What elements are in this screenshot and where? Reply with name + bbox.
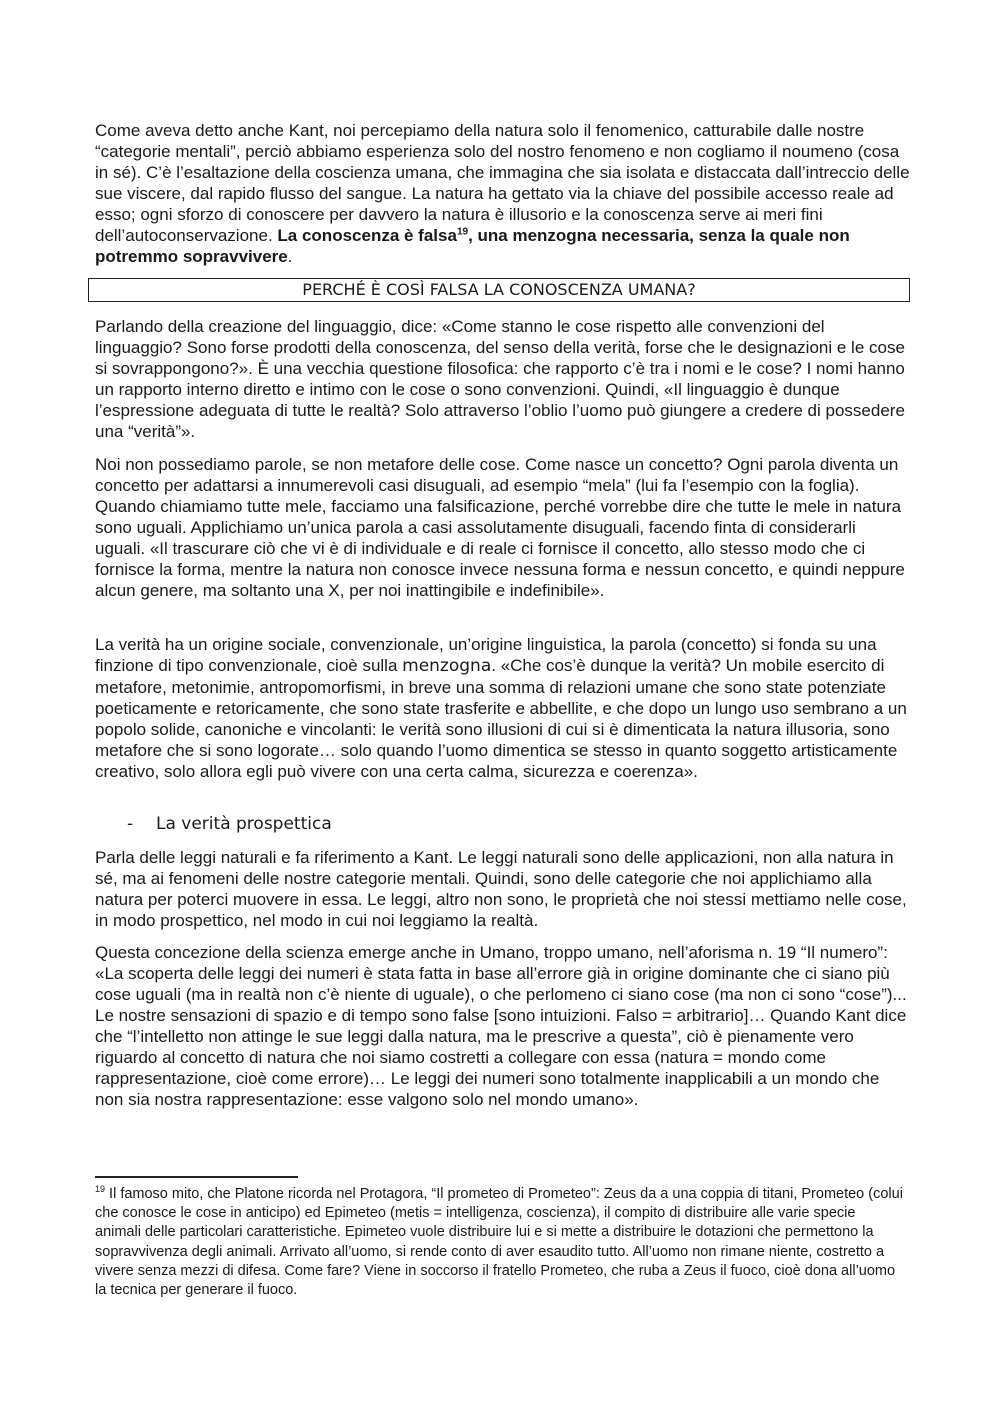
highlighted-word: menzogna <box>402 656 492 676</box>
footnote-19 <box>95 1185 905 1300</box>
footnote-number: 19 <box>95 1184 106 1195</box>
footnote-separator <box>95 1176 298 1178</box>
paragraph-umano-troppo-umano: Questa concezione della scienza emerge anche in Umano, troppo umano, nell’aforisma n. 19 “Il numero”: «La scoperta delle leggi dei numeri è stata fatta in base all’errore già in origine dominante che ci siano più cose uguali (ma in realtà non c’è niente di uguale), o che perlomeno ci siano cose (ma non ci sono “cose”)... Le nostre sensazioni di spazio e di tempo sono false [sono intuizioni. Falso = arbitrario]… Quando Kant dice che “l’intelletto non attinge le sue leggi dalla natura, ma le prescrive a questa”, ciò è pienamente vero riguardo al concetto di natura che noi siamo costretti a collegare con essa (natura = mondo come rappresentazione, cioè come errore)… Le leggi dei numeri sono totalmente inapplicabili a un mondo che non sia nostra rappresentazione: esse valgono solo nel mondo umano». <box>95 943 907 1109</box>
paragraph-leggi-naturali: Parla delle leggi naturali e fa riferimento a Kant. Le leggi naturali sono delle applicazioni, non alla natura in sé, ma ai fenomeni delle nostre categorie mentali. Quindi, sono delle categorie che noi applichiamo alla natura per poterci muovere in essa. Le leggi, altro non sono, le proprietà che noi stessi mettiamo nelle cose, in modo prospettico, nel modo in cui noi leggiamo la realtà. <box>95 848 907 930</box>
paragraph-text-cont: . «Che cos’è dunque la verità? Un mobile esercito di metafore, metonimie, antropomorfismi, in breve una somma di relazioni umane che sono state potenziate poeticamente e retoricamente, che sono state trasferite e abbellite, e che dopo un lungo uso sembrano a un popolo solide, canoniche e vincolanti: le verità sono illusioni di cui si è dimenticata la natura illusoria, sono metafore che si sono logorate… solo quando l’uomo dimentica se stesso in quanto soggetto artisticamente creativo, solo allora egli può vivere con una certa calma, sicurezza e coerenza». <box>95 656 907 781</box>
bold-text-b: , una menzogna necessaria, senza la quale non potremmo sopravvivere <box>95 226 850 266</box>
footnote-text: Il famoso mito, che Platone ricorda nel Protagora, “Il prometeo di Prometeo”: Zeus da a una coppia di titani, Prometeo (colui che conosce le cose in anticipo) ed Epimeteo (metis = intelligenza, coscienza), il compito di distribuire alle varie specie animali delle particolari caratteristiche. Epimeteo vuole distribuire lui e si mette a distribuire le dotazioni che permettono la sopravvivenza degli animali. Arrivato all’uomo, si rende conto di aver esaudito tutto. All’uomo non rimane niente, costretto a vivere senza mezzi di difesa. Come fare? Viene in soccorso il fratello Prometeo, che ruba a Zeus il fuoco, cioè dona all’uomo la tecnica per generare il fuoco. <box>95 1186 903 1299</box>
section-heading-box <box>88 278 910 302</box>
bold-text-a: La conoscenza è falsa <box>277 226 457 245</box>
footnote-ref[interactable]: 19 <box>456 226 469 238</box>
paragraph-kant-fenomeno <box>95 120 910 267</box>
paragraph-metafore: Noi non possediamo parole, se non metafore delle cose. Come nasce un concetto? Ogni parola diventa un concetto per adattarsi a innumerevoli casi disuguali, ad esempio “mela” (lui fa l’esempio con la foglia). Quando chiamiamo tutte mele, facciamo una falsificazione, perché vorrebbe dire che tutte le mele in natura sono uguali. Applichiamo un’unica parola a casi assolutamente disuguali, facendo finta di considerarli uguali. «Il trascurare ciò che vi è di individuale e di reale ci fornisce il concetto, allo stesso modo che ci fornisce la forma, mentre la natura non conosce invece nessuna forma e nessun concetto, e quindi neppure alcun genere, ma soltanto una X, per noi inattingibile e indefinibile». <box>95 455 905 600</box>
list-bullet-marker: - <box>127 814 134 834</box>
paragraph-end: . <box>287 247 293 266</box>
paragraph-text: Come aveva detto anche Kant, noi percepiamo della natura solo il fenomenico, catturabile dalle nostre “categorie mentali”, perciò abbiamo esperienza solo del nostro fenomeno e non cogliamo il noumeno (cosa in sé). C’è l’esaltazione della coscienza umana, che immagina che sia isolata e distaccata dall’intreccio delle sue viscere, dal rapido flusso del sangue. La natura ha gettato via la chiave del possibile accesso reale ad esso; ogni sforzo di conoscere per davvero la natura è illusorio e la conoscenza serve ai meri fini dell’autoconservazione. <box>95 121 910 245</box>
paragraph-linguaggio: Parlando della creazione del linguaggio, dice: «Come stanno le cose rispetto alle convenzioni del linguaggio? Sono forse prodotti della conoscenza, del senso della verità, forse che le designazioni e le cose si sovrappongono?». È una vecchia questione filosofica: che rapporto c’è tra i nomi e le cose? I nomi hanno un rapporto interno diretto e intimo con le cose o sono convenzioni. Quindi, «Il linguaggio è dunque l’espressione adeguata di tutte le realtà? Solo attraverso l’oblio l’uomo può giungere a credere di possedere una “verità”». <box>95 317 905 441</box>
paragraph-verita-origine <box>95 634 910 782</box>
section-heading: PERCHÉ È COSÌ FALSA LA CONOSCENZA UMANA? <box>302 280 696 299</box>
list-item-verita-prospettica: La verità prospettica <box>156 814 332 834</box>
paragraph-text: La verità ha un origine sociale, convenzionale, un’origine linguistica, la parola (concetto) si fonda su una finzione di tipo convenzionale, cioè sulla <box>95 635 877 675</box>
